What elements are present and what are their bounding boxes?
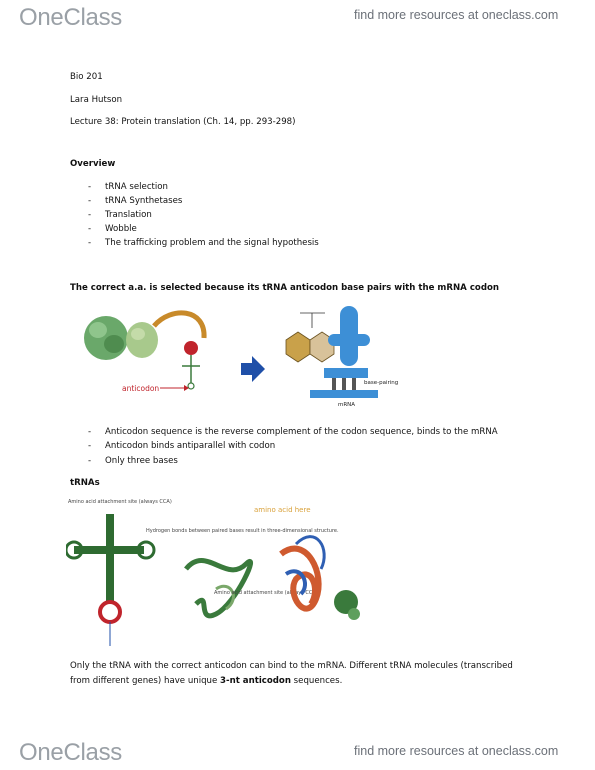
bullet-dash: - [88,456,92,466]
bullet-dash: - [88,238,92,248]
bullet-dash: - [88,210,92,220]
trna-molecule [154,313,204,389]
overview-heading: Overview [70,159,116,169]
overview-item: tRNA Synthetases [105,196,183,206]
overview-item: tRNA selection [105,182,169,192]
base-pairing-label: base-pairing [364,380,399,386]
bullet-dash: - [88,441,92,451]
body-paragraph [70,659,530,689]
header-tagline[interactable]: find more resources at oneclass.com [354,8,559,22]
hbond-label: Hydrogen bonds between paired bases result in three-dimensional structure. [146,528,339,534]
right-arrow-icon [241,356,265,382]
bullet-dash: - [88,224,92,234]
aa-site-label: Amino acid attachment site (always CCA) [68,499,172,505]
lecture-title: Lecture 38: Protein translation (Ch. 14, pp. 293-298) [70,117,296,127]
trna-stem [324,306,370,378]
section1-heading: The correct a.a. is selected because its tRNA anticodon base pairs with the mRNA codon [70,283,499,293]
enzyme-cluster [84,316,158,360]
paragraph-line-2-end: sequences. [290,676,343,686]
bullet-dash: - [88,182,92,192]
footer-logo: OneClass [19,739,122,766]
overview-item: Translation [105,210,152,220]
ribbon-model [281,537,360,620]
author-name: Lara Hutson [70,95,123,105]
bullet-dash: - [88,427,92,437]
anticodon-pointer [160,385,189,391]
course-code: Bio 201 [70,72,103,82]
paragraph-bold-term: 3-nt anticodon [220,676,291,686]
section1-bullet: Anticodon sequence is the reverse complement of the codon sequence, binds to the mRNA [105,427,498,437]
header-logo: OneClass [19,4,122,31]
overview-item: The trafficking problem and the signal hypothesis [105,238,319,248]
anticodon-label: anticodon [122,384,160,393]
overview-item: Wobble [105,224,137,234]
amino-acid-structure [286,313,334,362]
paragraph-line-1: Only the tRNA with the correct anticodon can bind to the mRNA. Different tRNA molecules (transcribed [70,661,513,671]
cloverleaf-trna [66,514,154,646]
footer-tagline[interactable]: find more resources at oneclass.com [354,744,559,758]
section1-bullet: Only three bases [105,456,178,466]
bullet-dash: - [88,196,92,206]
paragraph-line-2: from different genes) have unique [70,676,221,686]
base-pairing-figure [280,298,415,408]
aa-site-label-2: Amino acid attachment site (always CCA) [214,590,318,596]
mrna-label: mRNA [338,402,356,408]
section1-bullet: Anticodon binds antiparallel with codon [105,441,276,451]
trna-structure-figure [66,494,366,649]
section2-heading: tRNAs [70,478,100,488]
amino-acid-here-label: amino acid here [254,506,311,514]
folded-trna [186,560,251,615]
synthetase-figure [76,308,221,403]
